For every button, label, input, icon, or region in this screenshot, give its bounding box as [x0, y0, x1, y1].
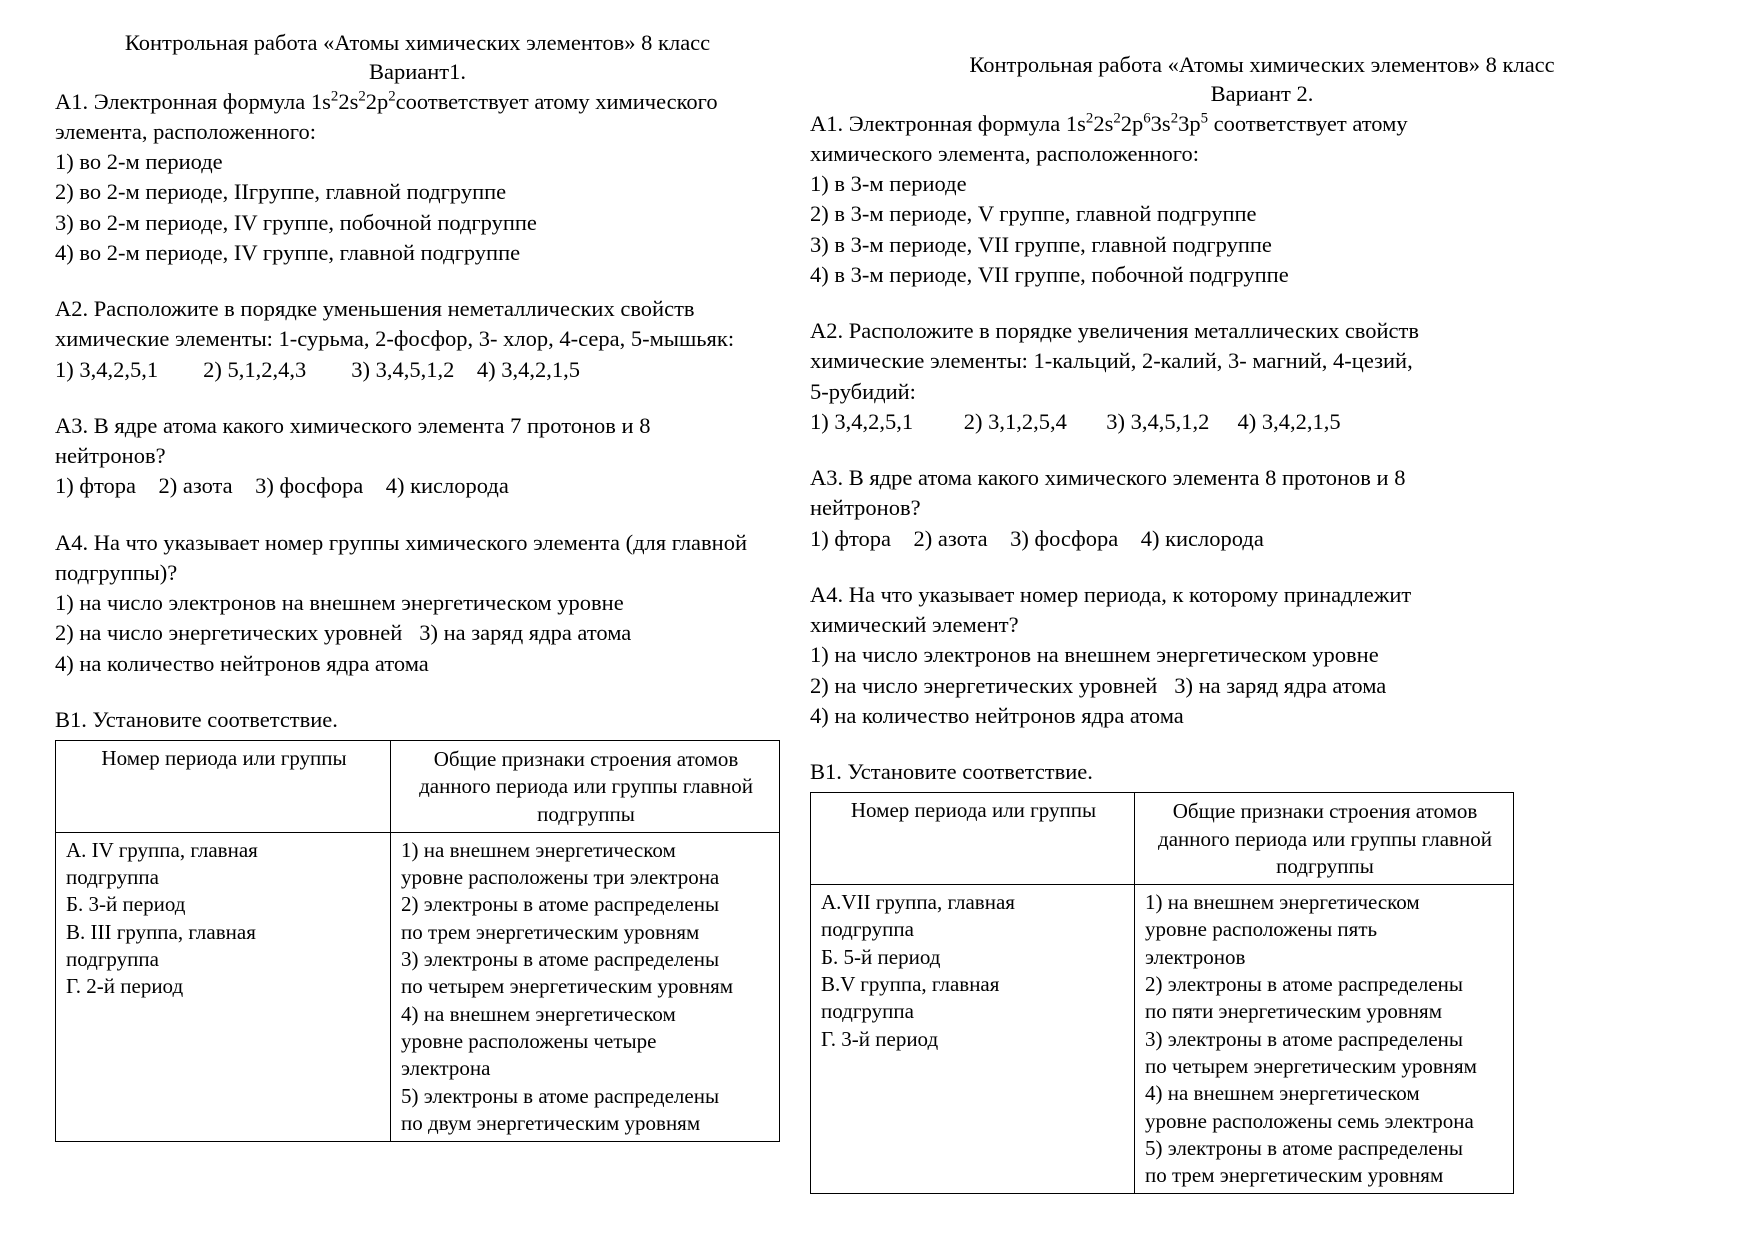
a1-stem-prefix: А1. Электронная формула 1s — [55, 88, 331, 114]
a1-sup-1: 2 — [1085, 110, 1094, 126]
variant2-b1-label: В1. Установите соответствие. — [810, 759, 1093, 784]
features-line-5: 3) электроны в атоме распределены — [401, 947, 720, 972]
a1-mid-1: 2s — [338, 88, 359, 114]
a1-sup-4: 2 — [1170, 110, 1179, 126]
table-header-row — [56, 741, 780, 833]
variant2-matching-table — [810, 792, 1514, 1194]
variant2-question-a1 — [810, 109, 1714, 291]
a4-option-2: 2) на число энергетических уровней 3) на заряд ядра атома — [810, 672, 1387, 698]
a1-option-2: 2) во 2-м периоде, IIгруппе, главной подгруппе — [55, 179, 507, 205]
features-line-7: по четырем энергетическим уровням — [1145, 1053, 1477, 1078]
a3-answers: 1) фтора 2) азота 3) фосфора 4) кислорода — [55, 473, 509, 499]
a4-option-3: 4) на количество нейтронов ядра атома — [810, 702, 1184, 728]
a1-mid-4: 3p — [1178, 110, 1201, 136]
a2-answers: 1) 3,4,2,5,1 2) 3,1,2,5,4 3) 3,4,5,1,2 4) 3,4,2,1,5 — [810, 408, 1341, 434]
variant1-question-a3 — [55, 411, 780, 502]
body-cell-features — [391, 832, 780, 1141]
variant1-question-a1 — [55, 87, 780, 269]
variant2-question-a3 — [810, 463, 1714, 554]
features-line-11: по двум энергетическим уровням — [401, 1110, 701, 1135]
a4-stem-line1: А4. На что указывает номер группы химического элемента (для главной — [55, 529, 747, 555]
features-line-7: 4) на внешнем энергетическом — [401, 1001, 676, 1026]
a3-stem-line2: нейтронов? — [55, 443, 166, 468]
variant2-title: Контрольная работа «Атомы химических элементов» 8 класс — [969, 52, 1555, 77]
a1-sup-2: 2 — [1113, 110, 1121, 126]
periods-line-3: Б. 5-й период — [821, 944, 941, 969]
a2-stem-line2: химические элементы: 1-кальций, 2-калий, 3- магний, 4-цезий, — [810, 348, 1413, 374]
periods-line-3: Б. 3-й период — [66, 892, 186, 917]
a1-sup-2: 2 — [358, 88, 366, 104]
header-features-line-2: данного периода или группы главной — [419, 774, 753, 799]
table-body-row — [56, 832, 780, 1141]
periods-line-6: Г. 3-й период — [821, 1026, 939, 1051]
variant2-question-a4 — [810, 580, 1714, 731]
variant1-matching-table — [55, 740, 780, 1142]
spacer-a4-b1 — [810, 731, 1714, 757]
features-line-1: 1) на внешнем энергетическом — [1145, 890, 1420, 915]
a1-stem-line1 — [810, 109, 1714, 139]
spacer-a1-a2 — [810, 290, 1714, 316]
periods-line-5: подгруппа — [821, 999, 914, 1024]
spacer-a4-b1 — [55, 679, 780, 705]
header-cell-features — [391, 741, 780, 833]
body-cell-periods — [56, 832, 391, 1141]
a1-mid-2: 2p — [365, 88, 389, 114]
a1-stem-suffix: соответствует атому химического — [395, 88, 718, 114]
features-line-9: уровне расположены семь электрона — [1145, 1108, 1474, 1133]
a1-option-1: 1) во 2-м периоде — [55, 149, 223, 174]
periods-line-1: А. IV группа, главная — [66, 837, 258, 862]
a2-stem-line2: химические элементы: 1-сурьма, 2-фосфор, 3- хлор, 4-сера, 5-мышьяк: — [55, 326, 735, 352]
a1-stem-line1 — [55, 87, 780, 117]
a4-stem-line1: А4. На что указывает номер периода, к которому принадлежит — [810, 581, 1412, 607]
header-features-line-1: Общие признаки строения атомов — [1172, 799, 1478, 824]
header-features-line-3: подгруппы — [1276, 853, 1374, 878]
features-line-11: по трем энергетическим уровням — [1145, 1163, 1444, 1188]
spacer-a2-a3 — [810, 437, 1714, 463]
features-line-6: по четырем энергетическим уровням — [401, 974, 734, 999]
a3-stem-line2: нейтронов? — [810, 495, 921, 521]
a4-stem-line2: химический элемент? — [810, 612, 1019, 637]
features-line-8: уровне расположены четыре — [401, 1028, 657, 1053]
features-line-8: 4) на внешнем энергетическом — [1145, 1081, 1420, 1106]
features-line-4: 2) электроны в атоме распределены — [1145, 972, 1464, 997]
a1-option-2: 2) в 3-м периоде, V группе, главной подгруппе — [810, 201, 1257, 227]
variant-2-column — [800, 0, 1754, 1194]
a3-answers: 1) фтора 2) азота 3) фосфора 4) кислорода — [810, 525, 1264, 551]
features-line-10: 5) электроны в атоме распределены — [401, 1083, 720, 1108]
variant1-title: Контрольная работа «Атомы химических элементов» 8 класс — [124, 30, 711, 55]
features-line-6: 3) электроны в атоме распределены — [1145, 1026, 1464, 1051]
features-line-9: электрона — [401, 1056, 491, 1081]
body-cell-periods — [811, 885, 1135, 1194]
a1-option-1: 1) в 3-м периоде — [810, 171, 967, 196]
variant2-question-a2 — [810, 316, 1714, 437]
header-features-line-3: подгруппы — [537, 801, 635, 826]
variant2-label: Вариант 2. — [1210, 81, 1314, 107]
features-line-1: 1) на внешнем энергетическом — [401, 837, 676, 862]
features-line-2: уровне расположены пять — [1145, 917, 1378, 942]
periods-line-4: В. III группа, главная — [66, 919, 256, 944]
features-line-10: 5) электроны в атоме распределены — [1145, 1135, 1464, 1160]
periods-line-1: А.VII группа, главная — [821, 890, 1015, 915]
a1-option-4: 4) в 3-м периоде, VII группе, побочной подгруппе — [810, 261, 1289, 287]
header-cell-periods: Номер периода или группы — [811, 793, 1135, 885]
features-line-5: по пяти энергетическим уровням — [1145, 999, 1443, 1024]
variant1-question-a2 — [55, 294, 780, 385]
a4-option-1: 1) на число электронов на внешнем энергетическом уровне — [55, 590, 624, 615]
header-features-line-2: данного периода или группы главной — [1158, 826, 1492, 851]
a1-sup-3: 2 — [388, 88, 396, 104]
table-header-row — [811, 793, 1514, 885]
a2-stem-line1: А2. Расположите в порядке увеличения металлических свойств — [810, 318, 1420, 343]
header-cell-periods: Номер периода или группы — [56, 741, 391, 833]
variant-1-column — [0, 0, 800, 1142]
a4-option-2: 2) на число энергетических уровней 3) на заряд ядра атома — [55, 620, 632, 646]
periods-line-5: подгруппа — [66, 947, 159, 972]
a1-sup-5: 5 — [1200, 110, 1209, 126]
periods-line-4: В.V группа, главная — [821, 972, 1000, 997]
a4-option-1: 1) на число электронов на внешнем энергетическом уровне — [810, 642, 1379, 668]
variant1-b1-label: В1. Установите соответствие. — [55, 706, 338, 732]
features-line-3: 2) электроны в атоме распределены — [401, 892, 720, 917]
a1-stem-line2: химического элемента, расположенного: — [810, 140, 1199, 166]
spacer-a3-a4 — [810, 554, 1714, 580]
a2-stem-line1: А2. Расположите в порядке уменьшения неметаллических свойств — [55, 296, 695, 321]
a1-sup-3: 6 — [1143, 110, 1151, 126]
spacer-a2-a3 — [55, 385, 780, 411]
table-body-row — [811, 885, 1514, 1194]
header-features-line-1: Общие признаки строения атомов — [433, 747, 739, 771]
a3-stem-line1: А3. В ядре атома какого химического элемента 7 протонов и 8 — [55, 412, 651, 438]
a4-option-3: 4) на количество нейтронов ядра атома — [55, 650, 429, 676]
a1-option-3: 3) во 2-м периоде, IV группе, побочной подгруппе — [55, 209, 537, 235]
a3-stem-line1: А3. В ядре атома какого химического элемента 8 протонов и 8 — [810, 465, 1406, 490]
a1-option-3: 3) в 3-м периоде, VII группе, главной подгруппе — [810, 231, 1272, 257]
a1-stem-prefix: А1. Электронная формула 1s — [810, 110, 1086, 136]
spacer-a3-a4 — [55, 502, 780, 528]
features-line-2: уровне расположены три электрона — [401, 865, 720, 890]
a1-stem-suffix: соответствует атому — [1208, 110, 1408, 136]
periods-line-6: Г. 2-й период — [66, 974, 184, 999]
a1-mid-3: 3s — [1150, 110, 1171, 136]
periods-line-2: подгруппа — [821, 917, 914, 942]
a1-stem-line2: элемента, расположенного: — [55, 118, 316, 144]
body-cell-features — [1135, 885, 1514, 1194]
variant1-question-a4 — [55, 528, 780, 679]
variant1-label: Вариант1. — [368, 59, 467, 85]
periods-line-2: подгруппа — [66, 865, 159, 890]
a1-mid-2: 2p — [1120, 110, 1144, 136]
header-cell-features — [1135, 793, 1514, 885]
a1-option-4: 4) во 2-м периоде, IV группе, главной подгруппе — [55, 239, 521, 265]
a1-sup-1: 2 — [330, 88, 339, 104]
a4-stem-line2: подгруппы)? — [55, 559, 178, 585]
features-line-4: по трем энергетическим уровням — [401, 919, 700, 944]
a2-answers: 1) 3,4,2,5,1 2) 5,1,2,4,3 3) 3,4,5,1,2 4) 3,4,2,1,5 — [55, 356, 580, 382]
a1-mid-1: 2s — [1093, 110, 1114, 136]
features-line-3: электронов — [1145, 944, 1246, 969]
a2-stem-line3: 5-рубидий: — [810, 378, 916, 404]
spacer-a1-a2 — [55, 268, 780, 294]
